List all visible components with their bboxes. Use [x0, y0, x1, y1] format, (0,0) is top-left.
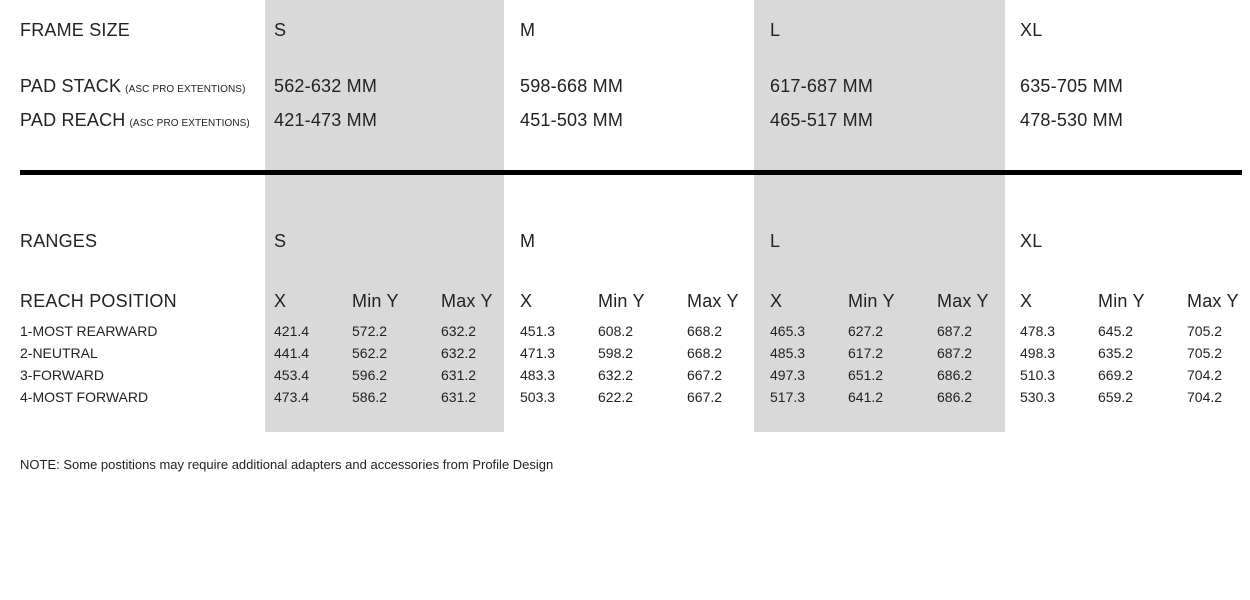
table-cell: 517.3 — [770, 389, 806, 405]
col-header-max-y: Max Y — [937, 291, 989, 311]
table-cell: 632.2 — [441, 345, 477, 361]
pad-reach-sublabel: (ASC PRO EXTENTIONS) — [129, 118, 250, 129]
row-label: 1-MOST REARWARD — [20, 323, 158, 339]
table-cell: 485.3 — [770, 345, 806, 361]
col-header-x: X — [770, 291, 783, 311]
pad-reach-label: PAD REACH — [20, 110, 126, 130]
table-cell: 667.2 — [687, 367, 723, 383]
table-cell: 704.2 — [1187, 389, 1223, 405]
table-cell: 687.2 — [937, 323, 973, 339]
col-header-max-y: Max Y — [1187, 291, 1239, 311]
table-cell: 471.3 — [520, 345, 556, 361]
table-cell: 572.2 — [352, 323, 388, 339]
table-cell: 510.3 — [1020, 367, 1056, 383]
table-cell: 562.2 — [352, 345, 388, 361]
col-header-min-y: Min Y — [848, 291, 895, 311]
table-cell: 631.2 — [441, 389, 477, 405]
table-cell: 598.2 — [598, 345, 634, 361]
pad-stack-xl: 635-705 MM — [1020, 76, 1124, 96]
col-header-max-y: Max Y — [441, 291, 493, 311]
row-label: 4-MOST FORWARD — [20, 389, 149, 405]
table-cell: 608.2 — [598, 323, 634, 339]
col-header-x: X — [520, 291, 533, 311]
pad-stack-sublabel: (ASC PRO EXTENTIONS) — [125, 84, 246, 95]
table-cell: 632.2 — [441, 323, 477, 339]
pad-stack-row-label — [20, 76, 246, 97]
table-cell: 617.2 — [848, 345, 884, 361]
col-header-min-y: Min Y — [1098, 291, 1145, 311]
row-label: 2-NEUTRAL — [20, 345, 98, 361]
size-header-m: M — [520, 20, 536, 40]
table-cell: 668.2 — [687, 323, 723, 339]
table-cell: 641.2 — [848, 389, 884, 405]
ranges-size-s: S — [274, 231, 287, 251]
table-cell: 669.2 — [1098, 367, 1134, 383]
table-cell: 503.3 — [520, 389, 556, 405]
section-divider — [20, 170, 1242, 175]
table-cell: 498.3 — [1020, 345, 1056, 361]
ranges-size-xl: XL — [1020, 231, 1043, 251]
row-label: 3-FORWARD — [20, 367, 104, 383]
table-cell: 686.2 — [937, 389, 973, 405]
pad-reach-row-label — [20, 110, 250, 131]
table-cell: 596.2 — [352, 367, 388, 383]
size-header-l: L — [770, 20, 781, 40]
table-cell: 453.4 — [274, 367, 310, 383]
col-header-max-y: Max Y — [687, 291, 739, 311]
table-cell: 631.2 — [441, 367, 477, 383]
table-cell: 632.2 — [598, 367, 634, 383]
pad-stack-label: PAD STACK — [20, 76, 122, 96]
pad-reach-s: 421-473 MM — [274, 110, 378, 130]
table-cell: 478.3 — [1020, 323, 1056, 339]
col-header-min-y: Min Y — [598, 291, 645, 311]
table-cell: 473.4 — [274, 389, 310, 405]
table-cell: 635.2 — [1098, 345, 1134, 361]
table-cell: 704.2 — [1187, 367, 1223, 383]
pad-stack-s: 562-632 MM — [274, 76, 378, 96]
table-cell: 659.2 — [1098, 389, 1134, 405]
ranges-size-m: M — [520, 231, 536, 251]
table-cell: 668.2 — [687, 345, 723, 361]
table-cell: 651.2 — [848, 367, 884, 383]
pad-stack-l: 617-687 MM — [770, 76, 874, 96]
frame-size-label: FRAME SIZE — [20, 20, 131, 40]
size-header-s: S — [274, 20, 287, 40]
size-header-xl: XL — [1020, 20, 1043, 40]
table-cell: 645.2 — [1098, 323, 1134, 339]
ranges-label: RANGES — [20, 231, 98, 251]
col-header-min-y: Min Y — [352, 291, 399, 311]
table-cell: 483.3 — [520, 367, 556, 383]
table-cell: 586.2 — [352, 389, 388, 405]
table-cell: 451.3 — [520, 323, 556, 339]
table-cell: 667.2 — [687, 389, 723, 405]
table-cell: 705.2 — [1187, 345, 1223, 361]
table-cell: 530.3 — [1020, 389, 1056, 405]
ranges-size-l: L — [770, 231, 781, 251]
table-cell: 686.2 — [937, 367, 973, 383]
col-header-x: X — [1020, 291, 1033, 311]
table-cell: 465.3 — [770, 323, 806, 339]
footnote: NOTE: Some postitions may require additional adapters and accessories from Profile Design — [20, 457, 554, 472]
table-cell: 705.2 — [1187, 323, 1223, 339]
pad-reach-l: 465-517 MM — [770, 110, 874, 130]
table-cell: 687.2 — [937, 345, 973, 361]
table-cell: 497.3 — [770, 367, 806, 383]
table-cell: 421.4 — [274, 323, 310, 339]
table-cell: 441.4 — [274, 345, 310, 361]
pad-stack-m: 598-668 MM — [520, 76, 624, 96]
pad-reach-xl: 478-530 MM — [1020, 110, 1124, 130]
table-cell: 622.2 — [598, 389, 634, 405]
reach-position-label: REACH POSITION — [20, 291, 177, 311]
col-header-x: X — [274, 291, 287, 311]
pad-reach-m: 451-503 MM — [520, 110, 624, 130]
table-cell: 627.2 — [848, 323, 884, 339]
